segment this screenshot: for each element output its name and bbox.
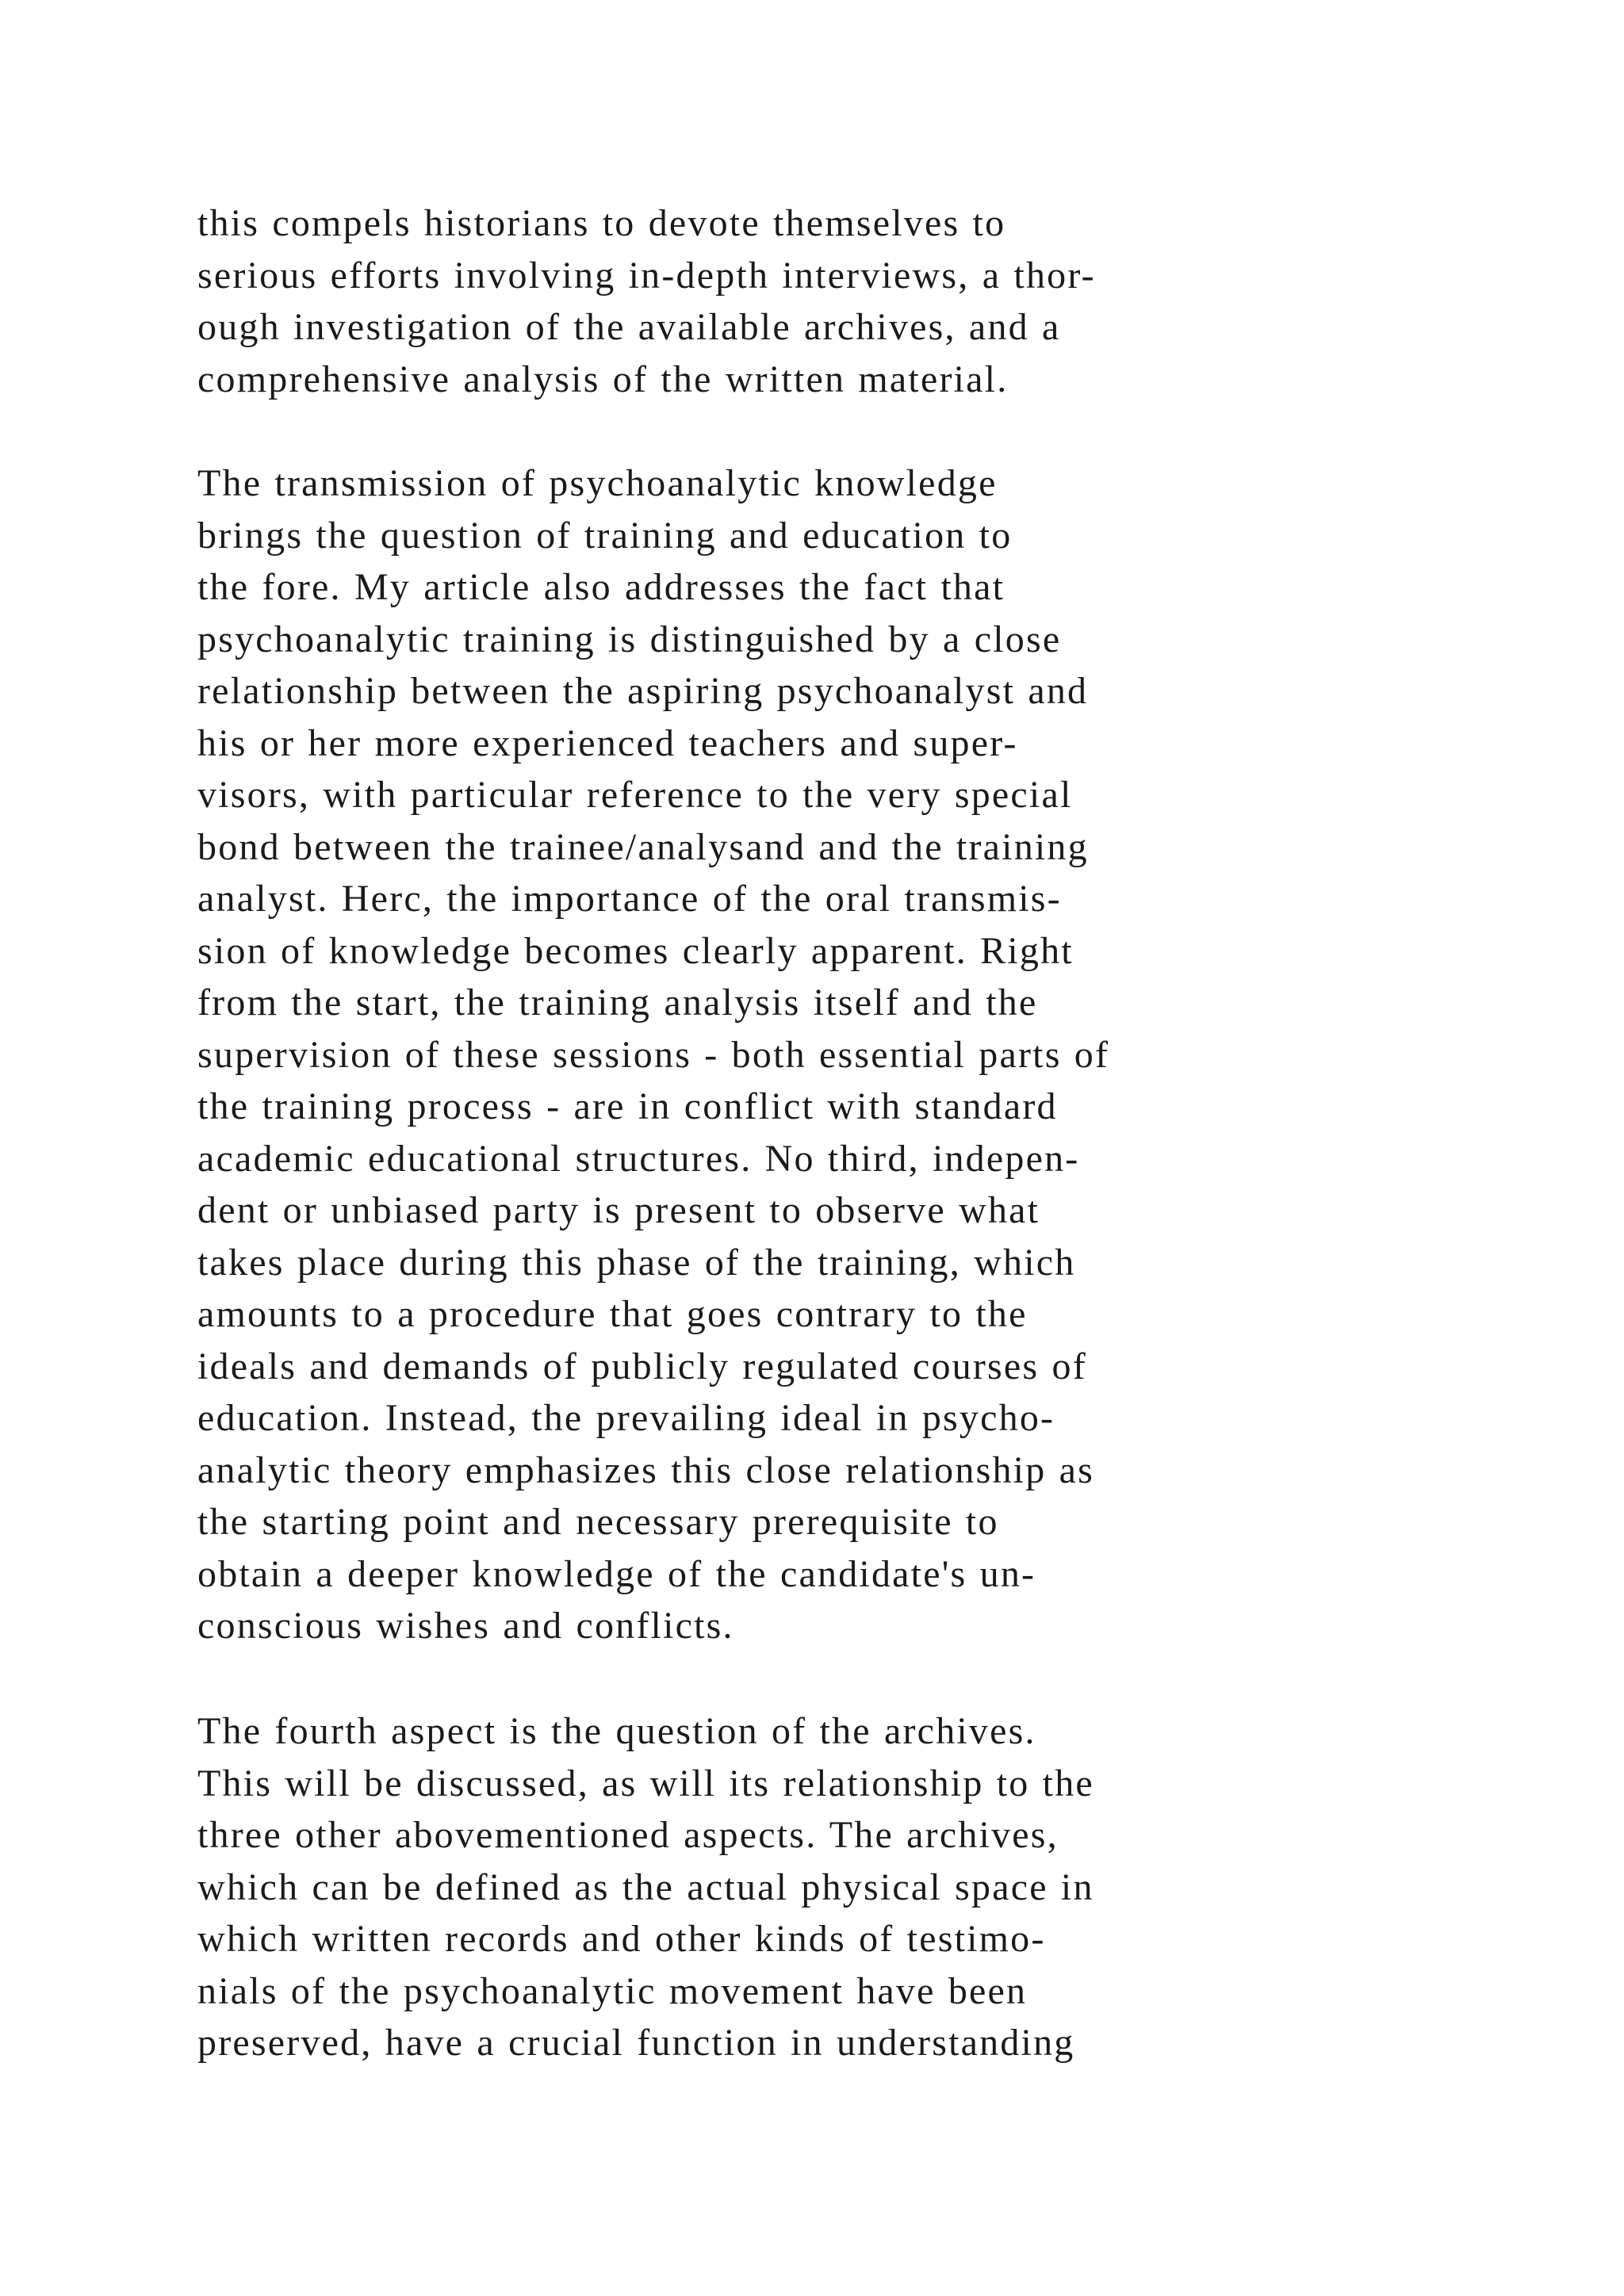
text-line: from the start, the training analysis itself and the bbox=[197, 982, 1038, 1024]
text-line: ideals and demands of publicly regulated courses of bbox=[197, 1345, 1087, 1387]
text-line: his or her more experienced teachers and super- bbox=[197, 721, 1018, 764]
text-line: which can be defined as the actual physical space in bbox=[197, 1866, 1094, 1908]
text-line: three other abovementioned aspects. The archives, bbox=[197, 1814, 1059, 1856]
text-line: amounts to a procedure that goes contrary to the bbox=[197, 1293, 1028, 1335]
text-line: takes place during this phase of the training, which bbox=[197, 1241, 1076, 1284]
text-line: this compels historians to devote themselves to bbox=[197, 202, 1006, 244]
text-line: ough investigation of the available archives, and a bbox=[197, 306, 1061, 348]
text-line: academic educational structures. No third, indepen- bbox=[197, 1137, 1080, 1180]
text-line: bond between the trainee/analysand and the training bbox=[197, 825, 1089, 868]
text-line: supervision of these sessions - both essential parts of bbox=[197, 1033, 1110, 1076]
text-line: The fourth aspect is the question of the archives. bbox=[197, 1710, 1036, 1752]
text-line: sion of knowledge becomes clearly apparent. Right bbox=[197, 929, 1074, 972]
text-line: obtain a deeper knowledge of the candidate's un- bbox=[197, 1552, 1036, 1595]
text-line: comprehensive analysis of the written material. bbox=[197, 358, 1009, 400]
text-line: the training process - are in conflict with standard bbox=[197, 1085, 1058, 1127]
text-line: nials of the psychoanalytic movement have been bbox=[197, 1969, 1028, 2012]
text-line: the fore. My article also addresses the fact that bbox=[197, 566, 1005, 608]
text-line: serious efforts involving in-depth interviews, a thor- bbox=[197, 254, 1096, 297]
text-line: brings the question of training and education to bbox=[197, 514, 1013, 557]
text-line: preserved, have a crucial function in understanding bbox=[197, 2022, 1075, 2064]
text-line: psychoanalytic training is distinguished by a close bbox=[197, 618, 1062, 660]
text-line: analyst. Herc, the importance of the oral transmis- bbox=[197, 878, 1062, 920]
text-line: analytic theory emphasizes this close relationship as bbox=[197, 1448, 1094, 1491]
text-line: conscious wishes and conflicts. bbox=[197, 1605, 734, 1647]
text-line: visors, with particular reference to the very special bbox=[197, 774, 1073, 816]
text-line: This will be discussed, as will its relationship to the bbox=[197, 1762, 1094, 1804]
text-line: which written records and other kinds of testimo- bbox=[197, 1918, 1046, 1960]
text-line: education. Instead, the prevailing ideal in psycho- bbox=[197, 1397, 1055, 1439]
paragraph-1 bbox=[197, 197, 1545, 405]
text-line: The transmission of psychoanalytic knowledge bbox=[197, 462, 998, 504]
paragraph-3 bbox=[197, 1705, 1545, 2069]
paragraph-2 bbox=[197, 457, 1545, 1652]
text-line: the starting point and necessary prerequisite to bbox=[197, 1501, 999, 1543]
text-line: relationship between the aspiring psychoanalyst and bbox=[197, 670, 1089, 712]
text-line: dent or unbiased party is present to observe what bbox=[197, 1189, 1040, 1231]
